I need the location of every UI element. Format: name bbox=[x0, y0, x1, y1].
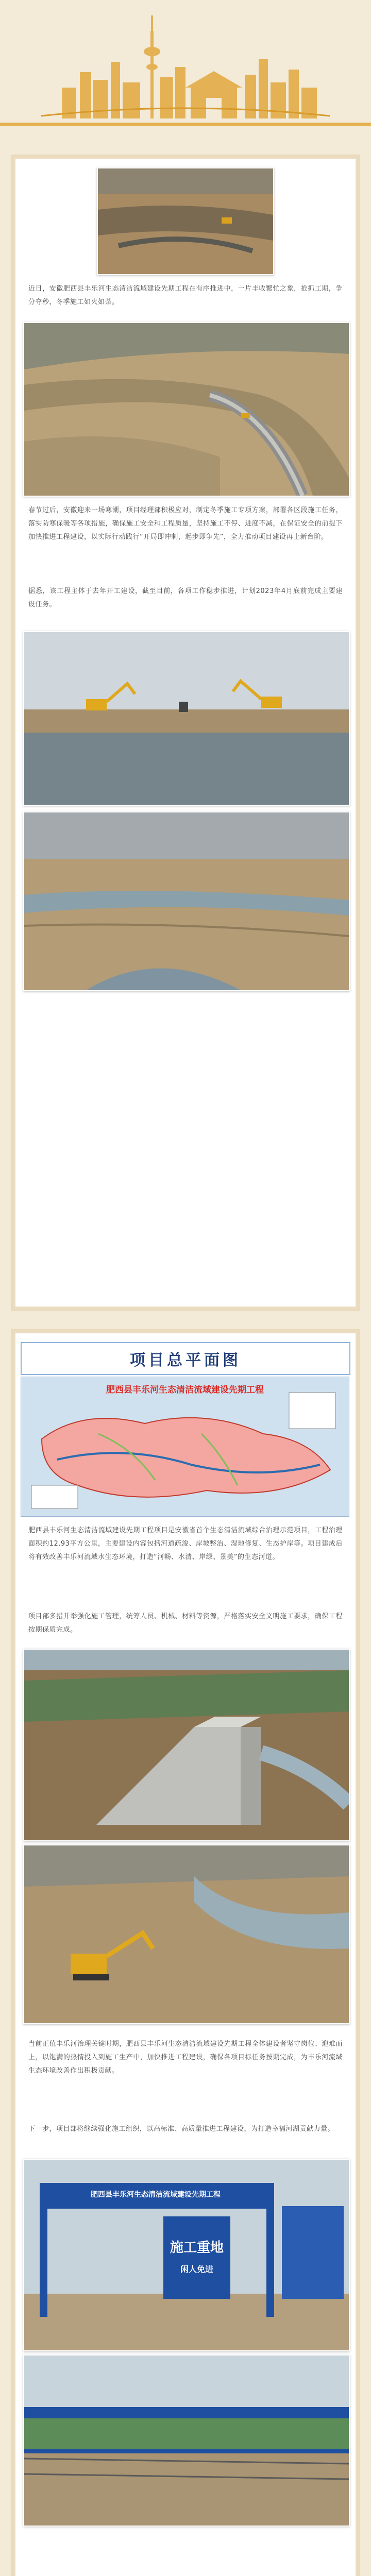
paragraph-schedule: 据悉，该工程主体于去年开工建设，截至目前，各项工作稳步推进，计划2023年4月底前完成主要建设任务。 bbox=[28, 587, 343, 608]
city-skyline-graphic bbox=[31, 10, 340, 118]
photo-river-channel bbox=[23, 811, 350, 991]
photo-excavators-water bbox=[23, 631, 350, 806]
plan-title-box bbox=[21, 1342, 350, 1375]
paragraph-key-period: 当前正值丰乐河治理关键时期，肥西县丰乐河生态清洁流域建设先期工程全体建设者坚守岗位、迎难而上，以饱满的热情投入到施工生产中，加快推进工程建设，确保各项目标任务按期完成，为丰乐河流域生态环境改善作出积极贡献。 bbox=[28, 2040, 343, 2075]
photo-sluice-construction bbox=[23, 1649, 350, 1841]
photo-aerial-riverbank bbox=[23, 322, 350, 497]
site-gate-banner: 肥西县丰乐河生态清洁流域建设先期工程 bbox=[91, 2191, 221, 2199]
photo-site-fence bbox=[23, 2354, 350, 2527]
page-header bbox=[0, 0, 371, 144]
photo-river-excavation bbox=[97, 167, 274, 275]
header-divider bbox=[0, 123, 371, 126]
site-sign-sub: 闲人免进 bbox=[180, 2264, 213, 2274]
paragraph-winter-work: 春节过后，安徽迎来一场寒潮，项目经理部积极应对，制定冬季施工专项方案，部署各区段施工任务，落实防寒保暖等各项措施，确保施工安全和工程质量，坚持施工不停、进度不减，在保证安全的前提下加快推进工程建设，以实际行动践行“开局即冲刺，起步即争先”，全力推动项目建设再上新台阶。 bbox=[28, 506, 343, 541]
plan-map-title: 肥西县丰乐河生态清洁流域建设先期工程 bbox=[106, 1385, 264, 1395]
intro-paragraph: 近日，安徽肥西县丰乐河生态清洁流域建设先期工程在有序推进中，一片丰收繁忙之象，抢抓工期，争分夺秒，冬季施工如火如荼。 bbox=[28, 285, 343, 306]
paragraph-next-step: 下一步，项目部将继续强化施工组织，以高标准、高质量推进工程建设，为打造幸福河湖贡献力量。 bbox=[28, 2125, 335, 2133]
photo-excavator-working bbox=[23, 1844, 350, 2024]
plan-map bbox=[21, 1377, 349, 1517]
photo-site-gate bbox=[23, 2159, 350, 2351]
paragraph-project-overview: 肥西县丰乐河生态清洁流域建设先期工程项目是安徽省首个生态清洁流域综合治理示范项目，工程治理面积约12.93平方公里，主要建设内容包括河道疏浚、岸坡整治、湿地修复、生态护岸等。项目建成后将有效改善丰乐河流域水生态环境，打造“河畅、水清、岸绿、景美”的生态河道。 bbox=[28, 1527, 343, 1561]
plan-title: 项目总平面图 bbox=[130, 1351, 241, 1369]
paragraph-management: 项目部多措并举强化施工管理，统筹人员、机械、材料等资源，严格落实安全文明施工要求，确保工程按期保质完成。 bbox=[28, 1613, 343, 1634]
plan-map-graphic bbox=[21, 1377, 349, 1516]
site-sign-board: 施工重地 bbox=[170, 2240, 224, 2256]
